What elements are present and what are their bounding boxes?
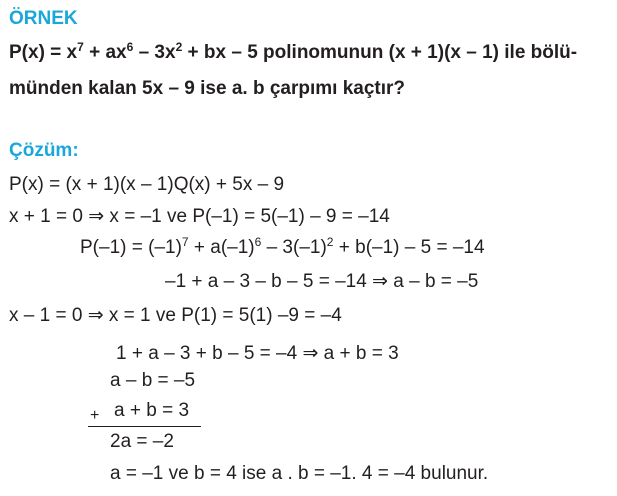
- solution-text: – 3(–1): [261, 237, 327, 258]
- solution-text: + a(–1): [188, 237, 255, 258]
- problem-line-2: münden kalan 5x – 9 ise a. b çarpımı kaçtır?: [9, 78, 406, 99]
- exponent: 7: [77, 40, 84, 54]
- solution-line-7: a – b = –5: [110, 370, 196, 391]
- problem-line-1: [9, 42, 577, 64]
- addition-rule: [88, 426, 201, 427]
- solution-line-6: 1 + a – 3 + b – 5 = –4 ⇒ a + b = 3: [116, 343, 399, 364]
- solution-line-10: a = –1 ve b = 4 ise a . b = –1. 4 = –4 bulunur.: [110, 463, 489, 484]
- solution-text: P(–1) = (–1): [80, 237, 182, 258]
- exponent: 6: [254, 235, 262, 249]
- exponent: 2: [326, 235, 334, 249]
- problem-text: – 3x: [133, 42, 176, 63]
- solution-line-2: x + 1 = 0 ⇒ x = –1 ve P(–1) = 5(–1) – 9 = –14: [9, 206, 390, 227]
- solution-text: + b(–1) – 5 = –14: [333, 237, 485, 258]
- solution-line-4: –1 + a – 3 – b – 5 = –14 ⇒ a – b = –5: [165, 271, 479, 292]
- solution-line-8: a + b = 3: [114, 400, 190, 421]
- exponent: 2: [175, 40, 183, 54]
- problem-text: + bx – 5 polinomunun (x + 1)(x – 1) ile bölü-: [182, 42, 578, 63]
- problem-text: P(x) = x: [9, 42, 78, 63]
- example-heading: ÖRNEK: [9, 8, 78, 29]
- solution-line-9: 2a = –2: [110, 431, 174, 452]
- plus-sign: +: [90, 407, 100, 424]
- solution-line-3: [80, 237, 485, 259]
- solution-line-5: x – 1 = 0 ⇒ x = 1 ve P(1) = 5(1) –9 = –4: [9, 305, 342, 326]
- exponent: 7: [181, 235, 189, 249]
- solution-line-1: P(x) = (x + 1)(x – 1)Q(x) + 5x – 9: [9, 174, 285, 195]
- exponent: 6: [126, 40, 134, 54]
- problem-text: + ax: [83, 42, 127, 63]
- solution-heading: Çözüm:: [9, 140, 79, 161]
